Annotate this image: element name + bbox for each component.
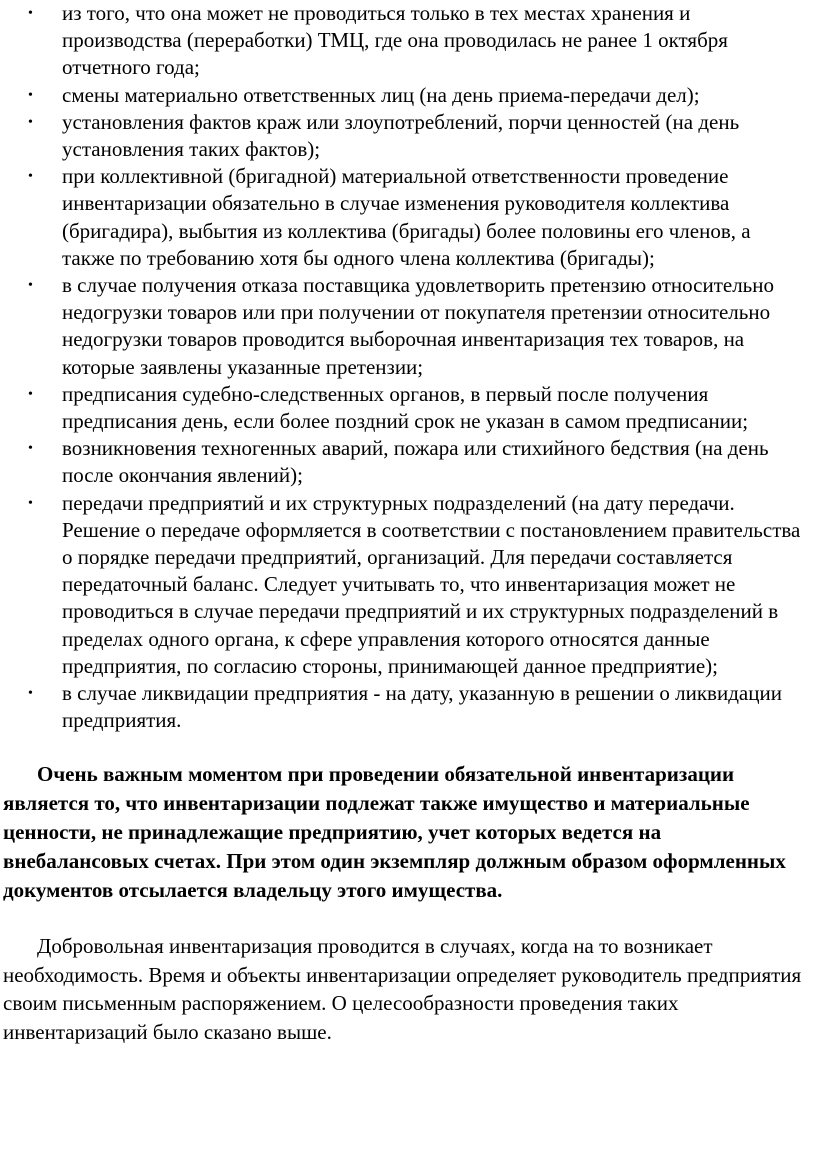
list-item-text: в случае ликвидации предприятия - на дату, указанную в решении о ликвидации предприятия. <box>62 681 782 733</box>
list-item-text: передачи предприятий и их структурных подразделений (на дату передачи. Решение о передаче оформляется в соответствии с постановлением правительства о порядке передачи предприятий, организаций. Для передачи составляется передаточный баланс. Следует учитывать то, что инвентаризация может не проводиться в случае передачи предприятий и их структурных подразделений в пределах одного органа, к сфере управления которого относятся данные предприятия, по согласию стороны, принимающей данное предприятие); <box>62 490 801 678</box>
list-item-text: предписания судебно-следственных органов, в первый после получения предписания день, если более поздний срок не указан в самом предписании; <box>62 381 749 434</box>
list-item <box>3 0 806 82</box>
list-item <box>3 381 806 435</box>
list-item <box>3 82 806 109</box>
list-item-text: из того, что она может не проводиться только в тех местах хранения и производства (переработки) ТМЦ, где она проводилась не ранее 1 октября отчетного года; <box>62 1 728 80</box>
list-item-text: возникновения техногенных аварий, пожара или стихийного бедствия (на день после окончания явлений); <box>62 436 769 488</box>
list-item-text: при коллективной (бригадной) материальной ответственности проведение инвентаризации обязательно в случае изменения руководителя коллектива (бригадира), выбытия из коллектива (бригады) более половины его членов, а также по требованию хотя бы одного члена коллектива (бригады); <box>62 164 751 270</box>
bullet-icon: • <box>28 441 33 457</box>
list-item <box>3 163 806 272</box>
list-item-text: в случае получения отказа поставщика удовлетворить претензию относительно недогрузки товаров или при получении от покупателя претензии относительно недогрузки товаров проводится выборочная инвентаризация тех товаров, на которые заявлены указанные претензии; <box>62 273 774 379</box>
closing-paragraph: Добровольная инвентаризация проводится в случаях, когда на то возникает необходимость. Время и объекты инвентаризации определяет руководитель предприятия своим письменным распоряжением. О целесообразности проведения таких инвентаризаций было сказано выше. <box>3 934 802 1044</box>
bullet-icon: • <box>28 114 33 130</box>
inventory-cases-list <box>3 0 806 734</box>
list-item <box>3 435 806 489</box>
bullet-icon: • <box>28 87 33 103</box>
bullet-icon: • <box>28 386 33 402</box>
bullet-icon: • <box>28 686 33 702</box>
bold-paragraph: Очень важным моментом при проведении обязательной инвентаризации является то, что инвентаризации подлежат также имущество и материальные ценности, не принадлежащие предприятию, учет которых ведется на внебалансовых счетах. При этом один экземпляр должным образом оформленных документов отсылается владельцу этого имущества. <box>3 762 786 903</box>
bullet-icon: • <box>28 6 33 21</box>
list-item <box>3 272 806 381</box>
bullet-icon: • <box>28 495 33 511</box>
bullet-icon: • <box>28 278 33 294</box>
list-item-text: смены материально ответственных лиц (на день приема-передачи дел); <box>62 82 700 107</box>
list-item <box>3 490 806 680</box>
list-item <box>3 109 806 163</box>
list-item-text: установления фактов краж или злоупотреблений, порчи ценностей (на день установления таких фактов); <box>62 109 740 162</box>
bullet-icon: • <box>28 169 33 185</box>
list-item <box>3 680 806 734</box>
